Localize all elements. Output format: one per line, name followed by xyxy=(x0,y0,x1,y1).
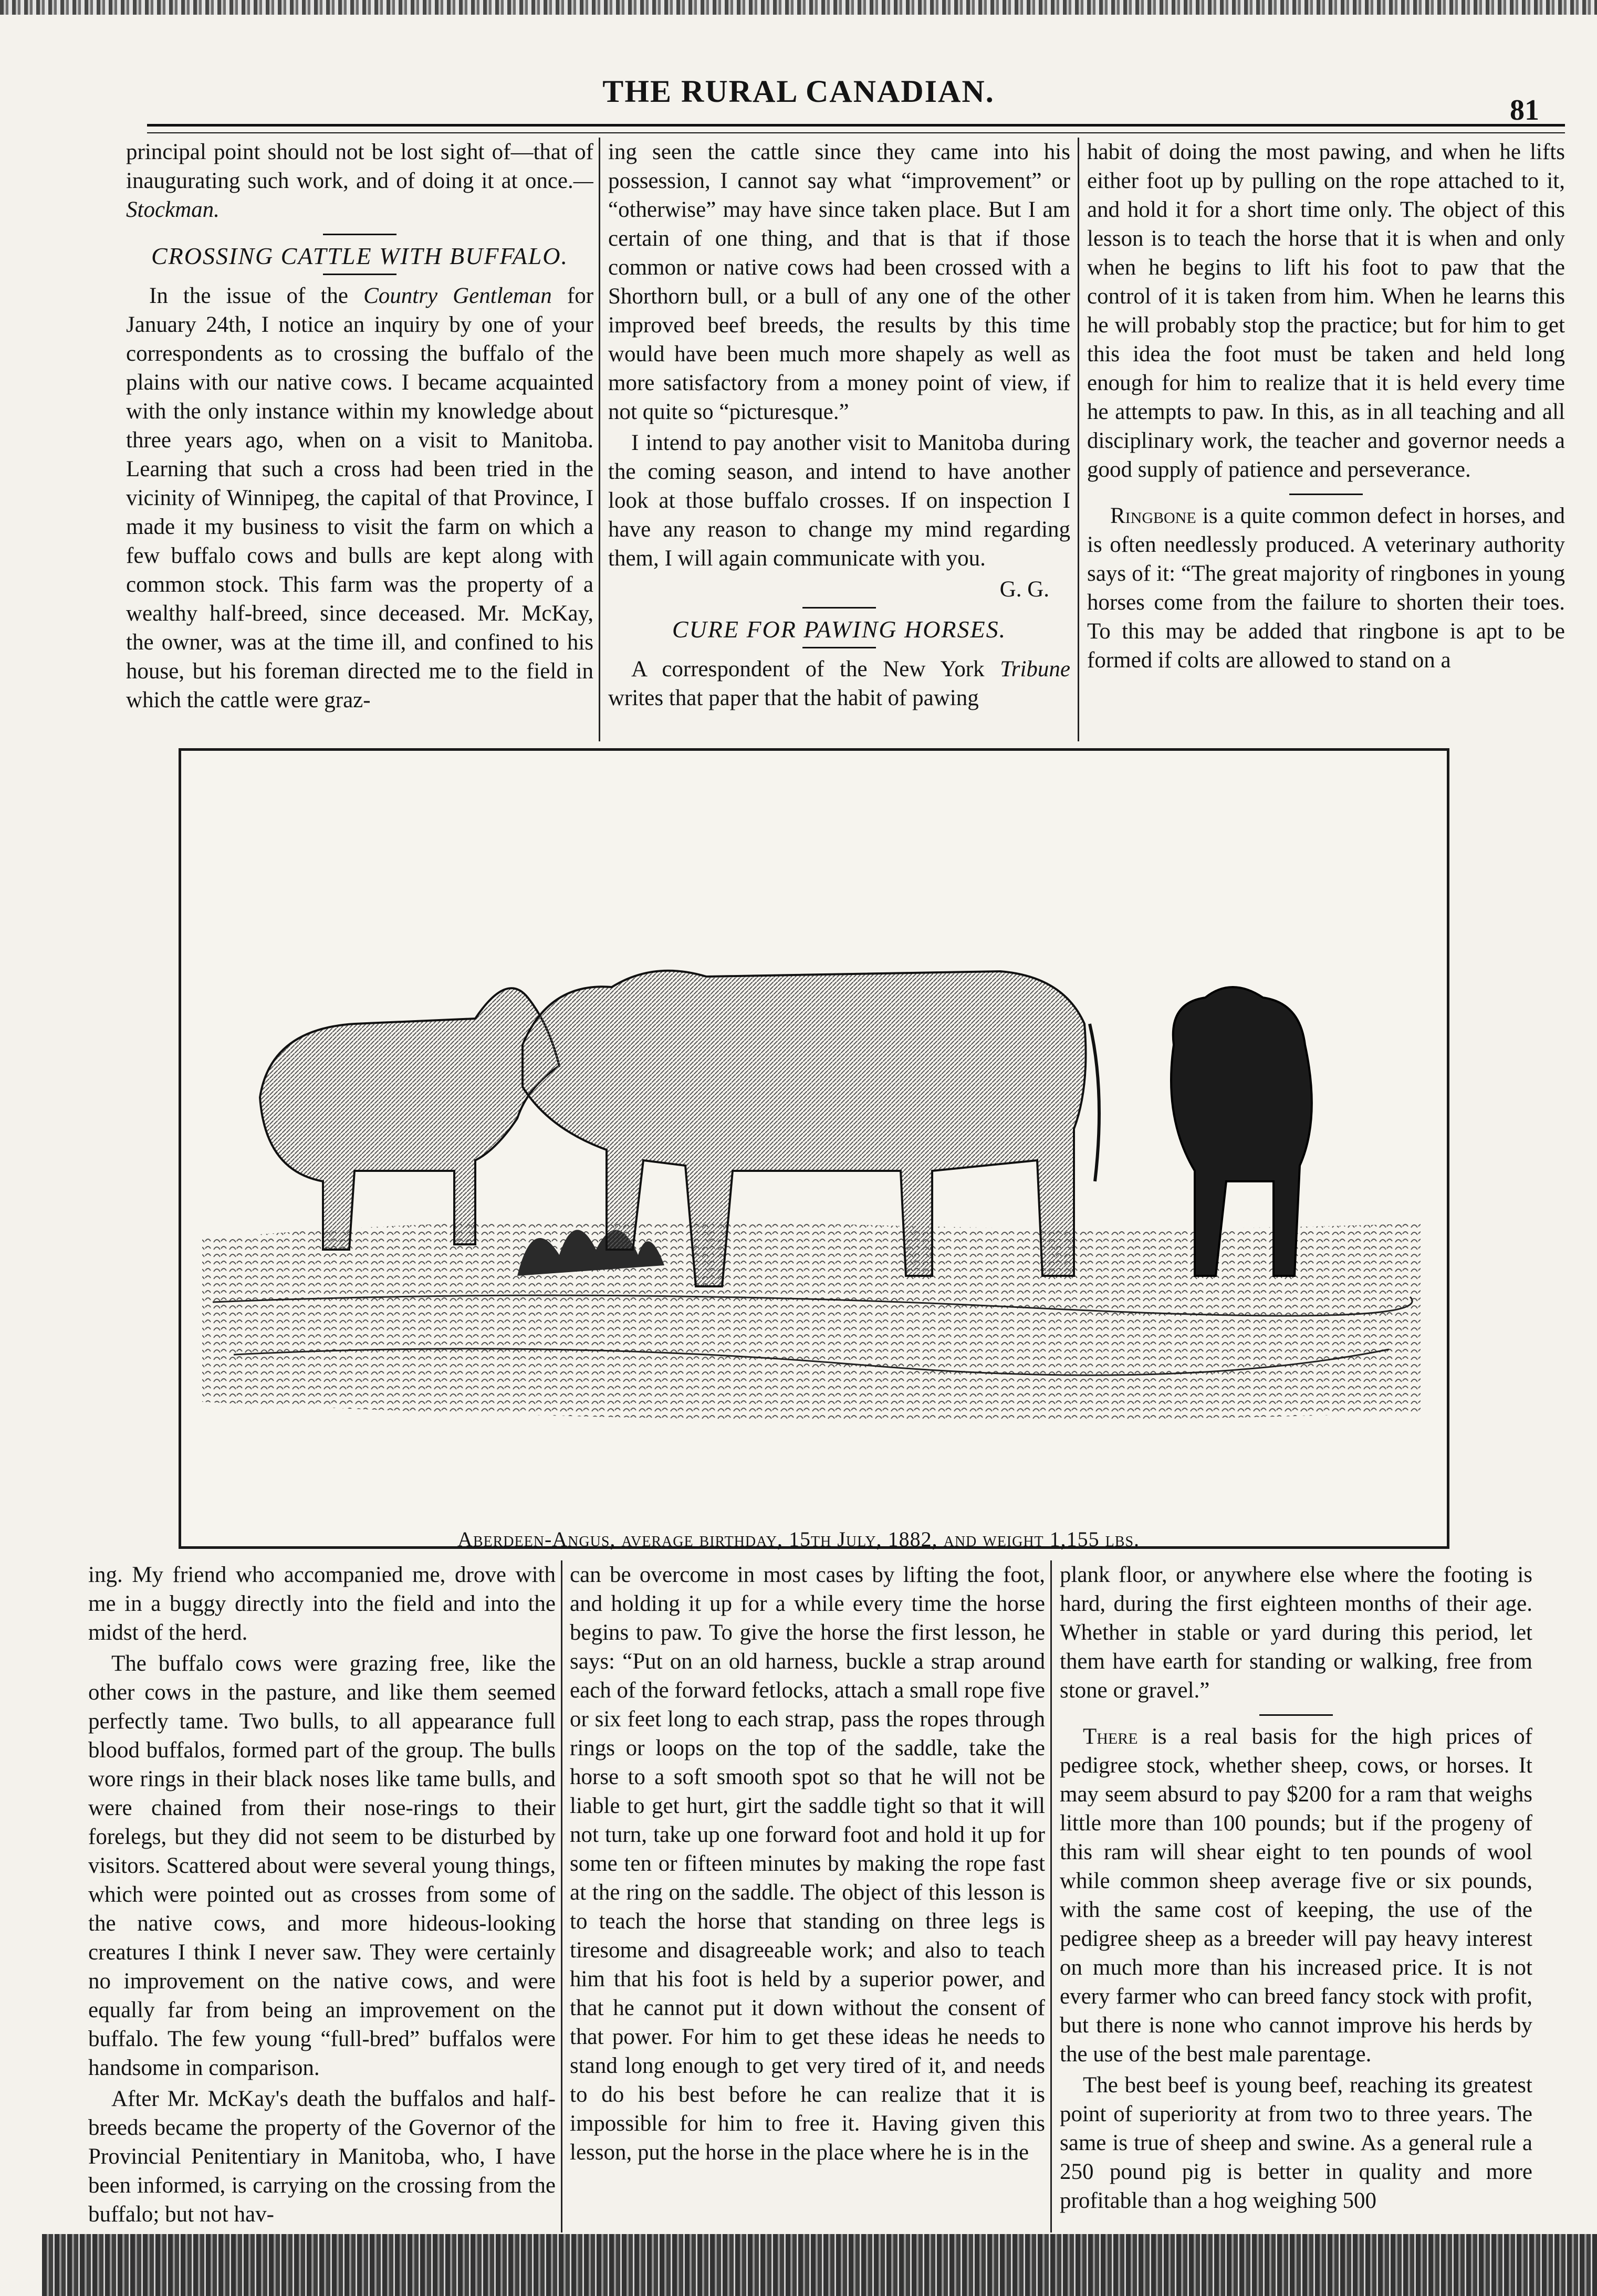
top-column-1 xyxy=(126,138,593,736)
top-column-2 xyxy=(608,138,1070,736)
bottom-column-2 xyxy=(570,1560,1045,2230)
newspaper-title: THE RURAL CANADIAN. xyxy=(602,74,995,109)
article-heading: CURE FOR PAWING HORSES. xyxy=(672,616,1007,643)
top-column-3 xyxy=(1087,138,1565,736)
section-rule xyxy=(802,607,876,609)
bottom-column-1 xyxy=(88,1560,556,2230)
engraving xyxy=(181,751,1442,1541)
scan-edge-bottom xyxy=(42,2234,1597,2296)
column-divider xyxy=(599,138,600,741)
publication-name: Country Gentleman xyxy=(363,284,552,308)
section-rule xyxy=(1259,1714,1333,1716)
article-paragraph: ing seen the cattle since they came into his possession, I cannot say what “improvement” or “otherwise” may have since taken place. But I am certain of one thing, and that is that if those common or native cows had been crossed with a Shorthorn bull, or a bull of any one of the other improved beef breeds, the results by this time would have been much more shapely as well as more satisfactory from a money point of view, if not quite so “picturesque.” xyxy=(608,140,1070,424)
header-rule xyxy=(147,124,1565,127)
heading-rule xyxy=(323,274,396,275)
article-paragraph: can be overcome in most cases by lifting the foot, and holding it up for a while every time the horse begins to paw. To give the horse the first lesson, he says: “Put on an old harness, buckle a strap around each of the forward fetlocks, attach a small rope five or six feet long to each strap, pass the ropes through rings or loops on the top of the saddle, take the horse to a soft smooth spot so that he will not be liable to get hurt, girt the saddle tight so that it will not turn, take up one forward foot and hold it up for some ten or fifteen minutes by making the rope fast at the ring on the saddle. The object of this lesson is to teach the horse that standing on three legs is tiresome and disagreeable work; and also to teach him that his foot is held by a superior power, and that he cannot put it down without the consent of that power. For him to get these ideas he needs to stand long enough to get very tired of it, and needs to do his best before he can realize that it is impossible for him to free it. Having given this lesson, put the horse in the place where he is in the xyxy=(570,1563,1045,2165)
lead-word: There xyxy=(1083,1724,1138,1749)
ground xyxy=(202,1220,1421,1421)
article-tail: principal point should not be lost sight of—that of inaugurating such work, and of doing it at once.—Stockman. xyxy=(126,140,593,222)
cattle-illustration xyxy=(179,748,1449,1549)
column-divider xyxy=(1078,138,1079,741)
header-rule-thin xyxy=(147,132,1565,133)
section-rule xyxy=(323,234,396,235)
figure-caption: Aberdeen-Angus, average birthday, 15th July, 1882, and weight 1,155 lbs. xyxy=(457,1527,1140,1551)
page-number: 81 xyxy=(1510,94,1539,127)
article-paragraph: The buffalo cows were grazing free, like the other cows in the pasture, and like them seemed perfectly tame. Two bulls, to all appearance full blood buffalos, formed part of the group. The bulls wore rings in their black noses like tame bulls, and were chained from their nose-rings to their forelegs, but they did not seem to be disturbed by visitors. Scattered about were several young things, which were pointed out as crosses from some of the native cows, and more hideous-looking creatures I think I never saw. They were certainly no improvement on the native cows, and were equally far from being an improvement on the buffalo. The few young “full-bred” buffalos were handsome in comparison. xyxy=(88,1651,556,2080)
source-credit: —Stockman. xyxy=(126,169,593,222)
scan-edge-top xyxy=(0,0,1597,15)
left-steer xyxy=(260,988,559,1250)
article-paragraph: A correspondent of the New York Tribune writes that paper that the habit of pawing xyxy=(608,657,1070,710)
article-paragraph: Ringbone is a quite common defect in horses, and is often needlessly produced. A veterinary authority says of it: “The great majority of ringbones in young horses come from the failure to shorten their toes. To this may be added that ringbone is apt to be formed if colts are allowed to stand on a xyxy=(1087,504,1565,673)
article-paragraph: There is a real basis for the high prices of pedigree stock, whether sheep, cows, or horses. It may seem absurd to pay $200 for a ram that weighs little more than 100 pounds; but if the progeny of this ram will shear eight to ten pounds of wool while common sheep average five or six pounds, with the same cost of keeping, the use of the pedigree sheep as a breeder will pay heavy interest on much more than his increased price. It is not every farmer who can breed fancy stock with profit, but there is none who cannot improve his herds by the use of the best male parentage. xyxy=(1060,1724,1532,2067)
article-paragraph: After Mr. McKay's death the buffalos and half-breeds became the property of the Governor of the Provincial Penitentiary in Manitoba, who, I have been informed, is carrying on the crossing from the buffalo; but not hav- xyxy=(88,2087,556,2227)
article-heading: CROSSING CATTLE WITH BUFFALO. xyxy=(151,243,569,269)
column-divider xyxy=(561,1560,562,2232)
article-paragraph: The best beef is young beef, reaching its greatest point of superiority at from two to three years. The same is true of sheep and swine. As a general rule a 250 pound pig is better in quality and more profitable than a hog weighing 500 xyxy=(1060,2073,1532,2213)
heading-rule xyxy=(802,647,876,648)
article-paragraph: In the issue of the Country Gentleman for January 24th, I notice an inquiry by one of your correspondents as to crossing the buffalo of the plains with our native cows. I became acquainted with the only instance within my knowledge about three years ago, when on a visit to Manitoba. Learning that such a cross had been tried in the vicinity of Winnipeg, the capital of that Province, I made it my business to visit the farm on which a few buffalo cows and bulls are kept along with common stock. This farm was the property of a wealthy half-breed, since deceased. Mr. McKay, the owner, was at the time ill, and confined to his house, but his foreman directed me to the field in which the cattle were graz- xyxy=(126,284,593,712)
article-paragraph: ing. My friend who accompanied me, drove with me in a buggy directly into the field and into the midst of the herd. xyxy=(88,1563,556,1645)
publication-name: Tribune xyxy=(1000,657,1070,682)
lead-word: Ringbone xyxy=(1110,504,1196,528)
article-paragraph: habit of doing the most pawing, and when he lifts either foot up by pulling on the rope attached to it, and hold it for a short time only. The object of this lesson is to teach the horse that it is when and only when he begins to lift his foot to paw that the control of it is taken from him. When he learns this he will probably stop the practice; but for him to get this idea the foot must be taken and held long enough for him to realize that it is held every time he attempts to paw. In this, as in all teaching and all disciplinary work, the teacher and governor needs a good supply of patience and perseverance. xyxy=(1087,140,1565,482)
article-paragraph: plank floor, or anywhere else where the footing is hard, during the first eighteen months of their age. Whether in stable or yard during this period, let them have earth for standing or walking, free from stone or gravel.” xyxy=(1060,1563,1532,1703)
section-rule xyxy=(1289,494,1363,495)
bottom-column-3 xyxy=(1060,1560,1532,2230)
signature: G. G. xyxy=(999,577,1049,602)
article-paragraph: I intend to pay another visit to Manitoba during the coming season, and intend to have another look at those buffalo crosses. If on inspection I have any reason to change my mind regarding them, I will again communicate with you. xyxy=(608,431,1070,571)
column-divider xyxy=(1050,1560,1052,2232)
